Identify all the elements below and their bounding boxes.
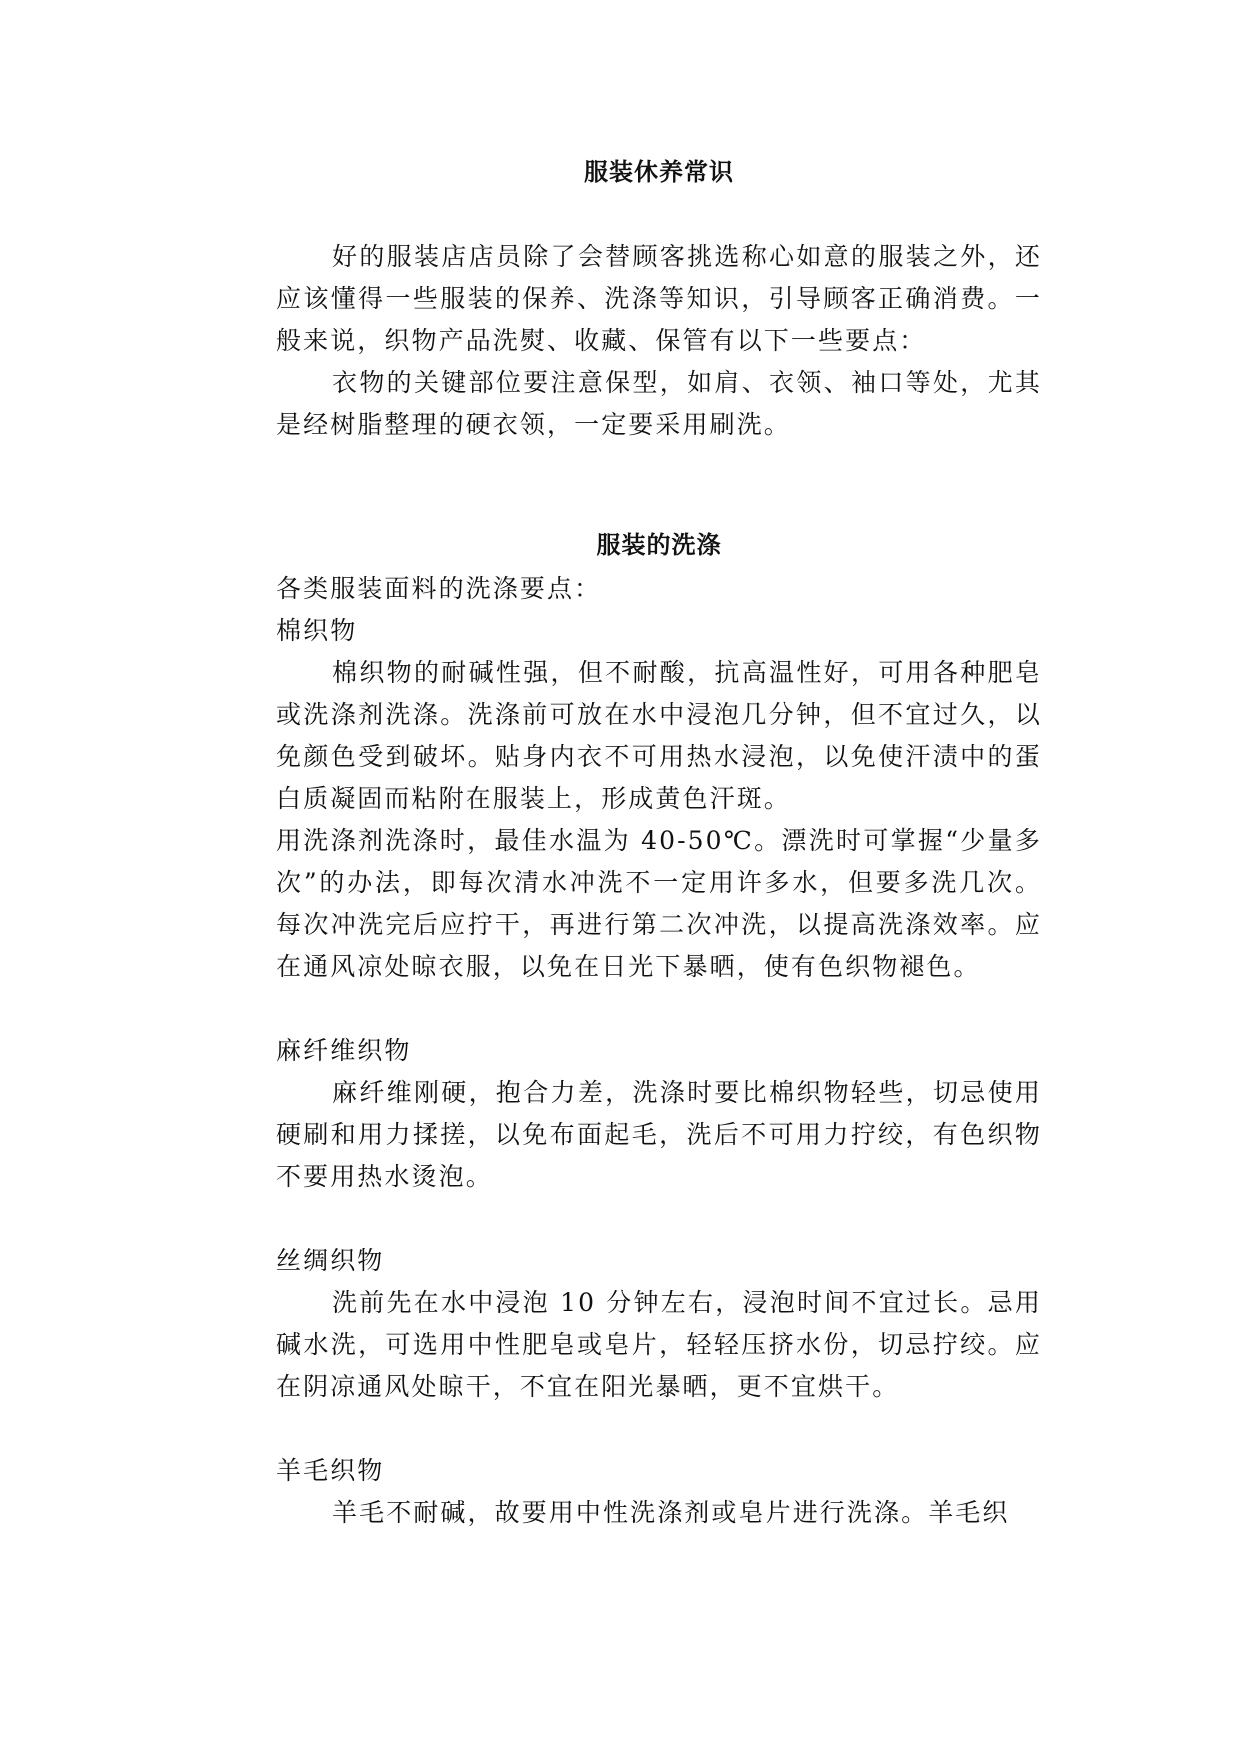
linen-paragraph-1: 麻纤维刚硬，抱合力差，洗涤时要比棉织物轻些，切忌使用硬刷和用力揉搓，以免布面起毛，洗后不可用力拧绞，有色织物不要用热水烫泡。 — [276, 1078, 1042, 1191]
cotton-paragraph-2: 用洗涤剂洗涤时，最佳水温为 40-50℃。漂洗时可掌握“少量多次”的办法，即每次清水冲洗不一定用许多水，但要多洗几次。每次冲洗完后应拧干，再进行第二次冲洗，以提高洗涤效率。应在通风凉处晾衣服，以免在日光下暴晒，使有色织物褪色。 — [276, 826, 1042, 981]
linen-heading: 麻纤维织物 — [276, 1036, 412, 1065]
spacer — [276, 988, 1042, 1030]
spacer — [276, 1198, 1042, 1240]
cotton-paragraph-1: 棉织物的耐碱性强，但不耐酸，抗高温性好，可用各种肥皂或洗涤剂洗涤。洗涤前可放在水中浸泡几分钟，但不宜过久，以免颜色受到破坏。贴身内衣不可用热水浸泡，以免使汗渍中的蛋白质凝固而粘附在服装上，形成黄色汗斑。 — [276, 658, 1042, 813]
wool-heading: 羊毛织物 — [276, 1456, 385, 1485]
washing-lead: 各类服装面料的洗涤要点： — [276, 574, 602, 603]
page-title: 服装休养常识 — [584, 157, 734, 186]
wool-paragraph-1: 羊毛不耐碱，故要用中性洗涤剂或皂片进行洗涤。羊毛织 — [332, 1498, 1010, 1527]
washing-section — [276, 568, 1042, 1534]
spacer — [276, 1408, 1042, 1450]
intro-paragraph-1: 好的服装店店员除了会替顾客挑选称心如意的服装之外，还应该懂得一些服装的保养、洗涤等知识，引导顾客正确消费。一般来说，织物产品洗熨、收藏、保管有以下一些要点： — [276, 242, 1042, 355]
section-title-washing: 服装的洗涤 — [596, 530, 722, 559]
silk-paragraph-1: 洗前先在水中浸泡 10 分钟左右，浸泡时间不宜过长。忌用碱水洗，可选用中性肥皂或皂片，轻轻压挤水份，切忌拧绞。应在阴凉通风处晾干，不宜在阳光暴晒，更不宜烘干。 — [276, 1288, 1042, 1401]
intro-paragraph-2: 衣物的关键部位要注意保型，如肩、衣领、袖口等处，尤其是经树脂整理的硬衣领，一定要采用刷洗。 — [276, 368, 1042, 439]
intro-section — [276, 236, 1042, 446]
silk-heading: 丝绸织物 — [276, 1246, 385, 1275]
cotton-heading: 棉织物 — [276, 616, 358, 645]
